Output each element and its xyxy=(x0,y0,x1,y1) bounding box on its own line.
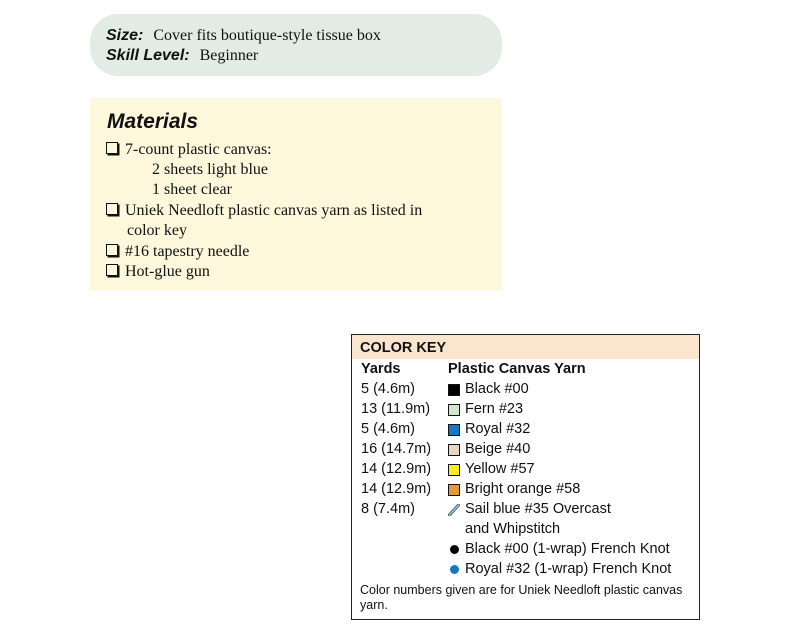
color-key-row xyxy=(352,421,699,441)
yards-value: 13 (11.9m) xyxy=(361,401,431,417)
materials-subitem-light-blue: 2 sheets light blue xyxy=(152,161,268,178)
yarn-column-header: Plastic Canvas Yarn xyxy=(448,361,586,377)
skill-level-label: Skill Level: xyxy=(106,47,190,64)
yarn-label: and Whipstitch xyxy=(465,521,561,537)
color-key-title: COLOR KEY xyxy=(360,340,447,356)
color-key-row xyxy=(352,441,699,461)
materials-box xyxy=(90,98,502,290)
yarn-label: Royal #32 xyxy=(465,421,531,437)
yarn-label: Fern #23 xyxy=(465,401,524,417)
materials-title: Materials xyxy=(107,110,199,133)
yards-value: 14 (12.9m) xyxy=(361,461,432,477)
materials-item-needle xyxy=(106,242,249,262)
checkbox-icon xyxy=(106,264,118,276)
size-value: Cover fits boutique-style tissue box xyxy=(153,27,381,44)
color-key-row xyxy=(352,521,699,541)
overcast-stitch-icon xyxy=(448,504,460,516)
yarn-label: Yellow #57 xyxy=(465,461,535,477)
materials-item-yarn xyxy=(106,201,422,221)
skill-level-value: Beginner xyxy=(199,47,259,64)
yards-value: 16 (14.7m) xyxy=(361,441,432,457)
color-key-header xyxy=(352,335,699,359)
color-key-row xyxy=(352,561,699,581)
french-knot-icon xyxy=(450,545,459,554)
yards-value: 5 (4.6m) xyxy=(361,421,415,437)
materials-item-canvas xyxy=(106,140,272,160)
yards-column-header: Yards xyxy=(361,361,401,377)
checkbox-icon xyxy=(106,244,118,256)
color-key-row xyxy=(352,461,699,481)
color-swatch-icon xyxy=(448,484,460,496)
color-key-box xyxy=(351,334,700,620)
materials-item-label: 7-count plastic canvas: xyxy=(125,141,272,158)
yarn-label: Black #00 (1-wrap) French Knot xyxy=(465,541,670,557)
skill-level-line xyxy=(106,46,258,65)
color-swatch-icon xyxy=(448,444,460,456)
materials-item-label: Uniek Needloft plastic canvas yarn as listed in xyxy=(125,202,423,219)
yarn-label: Bright orange #58 xyxy=(465,481,581,497)
color-key-row xyxy=(352,481,699,501)
yards-value: 8 (7.4m) xyxy=(361,501,415,517)
yarn-label: Beige #40 xyxy=(465,441,531,457)
color-key-note: Color numbers given are for Uniek Needloft plastic canvas yarn. xyxy=(360,583,683,612)
color-key-row xyxy=(352,381,699,401)
color-key-row xyxy=(352,501,699,521)
materials-item-glue-gun xyxy=(106,262,210,282)
yarn-label: Royal #32 (1-wrap) French Knot xyxy=(465,561,672,577)
size-label: Size: xyxy=(106,27,144,44)
yarn-label: Sail blue #35 Overcast xyxy=(465,501,611,517)
materials-item-label: #16 tapestry needle xyxy=(125,243,250,260)
materials-item-label: Hot-glue gun xyxy=(125,263,210,280)
size-line xyxy=(106,26,381,45)
materials-subitem-clear: 1 sheet clear xyxy=(152,181,232,198)
color-key-row xyxy=(352,541,699,561)
checkbox-icon xyxy=(106,142,118,154)
materials-item-yarn-continued: color key xyxy=(127,222,187,239)
color-swatch-icon xyxy=(448,384,460,396)
color-key-row xyxy=(352,401,699,421)
color-swatch-icon xyxy=(448,424,460,436)
yards-value: 14 (12.9m) xyxy=(361,481,432,497)
yards-value: 5 (4.6m) xyxy=(361,381,415,397)
checkbox-icon xyxy=(106,203,118,215)
color-swatch-icon xyxy=(448,404,460,416)
project-info-box xyxy=(90,14,502,76)
yarn-label: Black #00 xyxy=(465,381,529,397)
french-knot-icon xyxy=(450,565,459,574)
color-swatch-icon xyxy=(448,464,460,476)
